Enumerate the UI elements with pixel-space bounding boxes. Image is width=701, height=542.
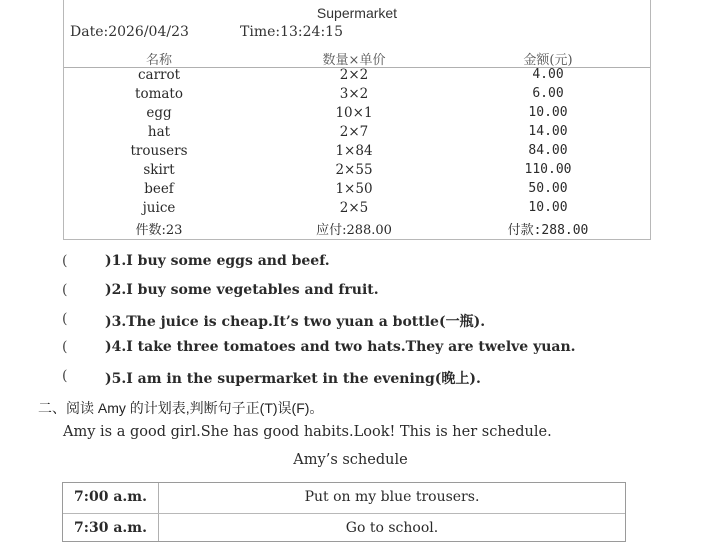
answer-blank[interactable]: (	[62, 339, 68, 355]
item-qty-price: 2×7	[339, 124, 369, 140]
answer-blank[interactable]: (	[62, 311, 68, 327]
schedule-time: 7:30 a.m.	[74, 520, 147, 536]
schedule-activity: Put on my blue trousers.	[304, 489, 480, 505]
item-name: tomato	[135, 86, 183, 102]
receipt-footer	[64, 219, 650, 238]
schedule-title: Amy’s schedule	[293, 452, 408, 468]
answer-blank[interactable]: (	[62, 253, 68, 269]
item-name: beef	[144, 181, 174, 197]
table-row	[64, 124, 650, 143]
table-row	[64, 200, 650, 219]
item-qty-price: 3×2	[339, 86, 369, 102]
item-qty-price: 2×55	[335, 162, 373, 178]
item-name: hat	[147, 124, 171, 140]
item-amount: 10.00	[528, 200, 568, 215]
receipt-title: Supermarket	[316, 5, 398, 21]
section-2-title: 二、阅读 Amy 的计划表,判断句子正(T)误(F)。	[38, 400, 324, 416]
table-row	[64, 105, 650, 124]
answer-blank[interactable]: (	[62, 368, 68, 384]
item-qty-price: 1×84	[335, 143, 373, 159]
table-row	[64, 86, 650, 105]
question-text: )5.I am in the supermarket in the evening(晚上).	[105, 371, 481, 387]
amount-paid: 付款:288.00	[507, 223, 589, 238]
schedule-time: 7:00 a.m.	[74, 489, 147, 505]
table-row	[64, 181, 650, 200]
amount-due: 应付:288.00	[316, 223, 392, 238]
item-amount: 110.00	[524, 162, 572, 177]
column-header-qty-price: 数量×单价	[322, 53, 386, 68]
schedule-activity: Go to school.	[345, 520, 439, 536]
section-2-intro: Amy is a good girl.She has good habits.Look! This is her schedule.	[63, 424, 552, 440]
question-text: )4.I take three tomatoes and two hats.They are twelve yuan.	[105, 339, 576, 355]
item-name: trousers	[130, 143, 188, 159]
item-amount: 50.00	[528, 181, 568, 196]
question-text: )3.The juice is cheap.It’s two yuan a bottle(一瓶).	[105, 314, 486, 330]
item-name: carrot	[137, 67, 181, 83]
question-text: )1.I buy some eggs and beef.	[105, 253, 330, 269]
table-row	[64, 162, 650, 181]
item-amount: 6.00	[532, 86, 564, 101]
answer-blank[interactable]: (	[62, 282, 68, 298]
item-amount: 84.00	[528, 143, 568, 158]
receipt-date: Date:2026/04/23	[70, 24, 189, 40]
item-qty-price: 2×2	[339, 67, 369, 83]
column-header-amount: 金额(元)	[523, 53, 573, 68]
table-row	[64, 67, 650, 86]
item-count: 件数:23	[135, 223, 183, 238]
receipt-time: Time:13:24:15	[240, 24, 343, 40]
item-qty-price: 10×1	[335, 105, 373, 121]
question-text: )2.I buy some vegetables and fruit.	[105, 282, 379, 298]
item-qty-price: 1×50	[335, 181, 373, 197]
supermarket-receipt	[63, 0, 651, 240]
column-header-name: 名称	[145, 53, 172, 68]
item-name: skirt	[143, 162, 175, 178]
row-divider	[63, 513, 625, 514]
item-amount: 4.00	[532, 67, 564, 82]
schedule-table	[62, 482, 626, 542]
item-name: egg	[146, 105, 172, 121]
table-row	[64, 143, 650, 162]
item-amount: 14.00	[528, 124, 568, 139]
item-name: juice	[142, 200, 176, 216]
item-amount: 10.00	[528, 105, 568, 120]
item-qty-price: 2×5	[339, 200, 369, 216]
